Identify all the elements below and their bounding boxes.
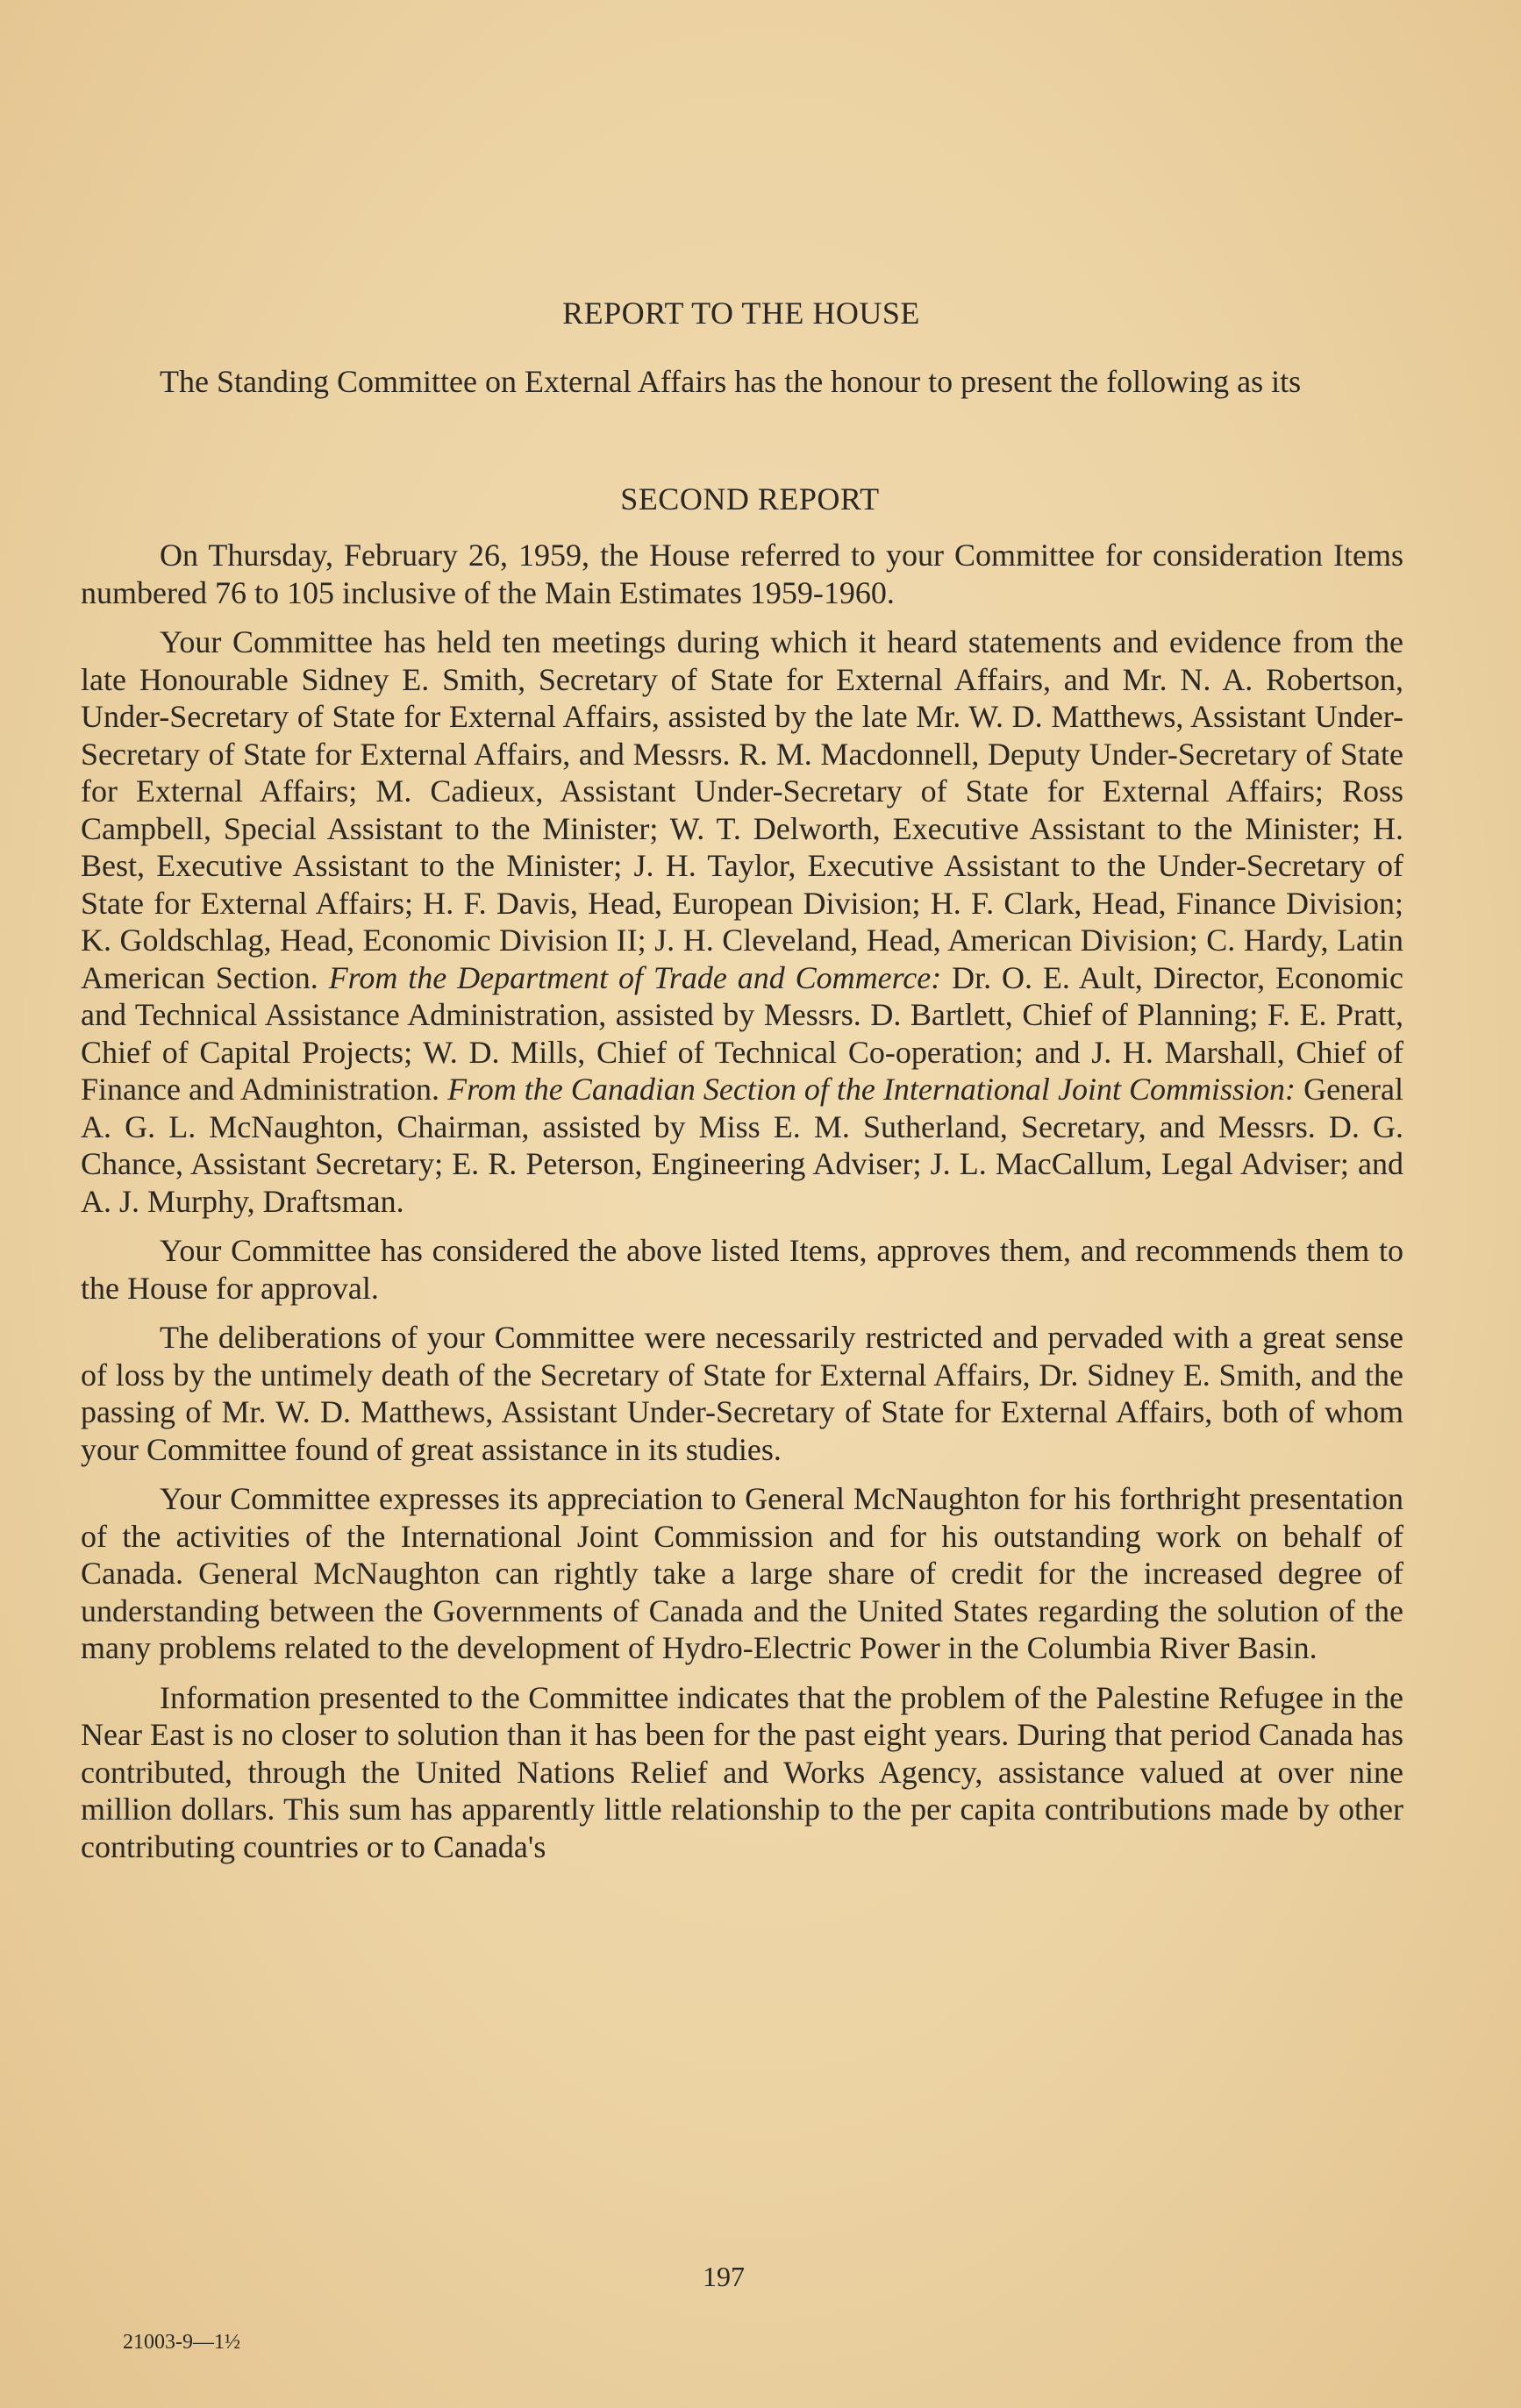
intro-paragraph [81, 363, 1403, 401]
witnesses-trade-commerce: Dr. O. E. Ault, Director, Economic and Technical Assistance Administration, assisted by Messrs. D. Bartlett, Chief of Planning; F. E. Pratt, Chief of Capital Projects; W. D. Mills, Chief of Technical Co-operation; and J. H. Marshall, Chief of Finance and Administration. [81, 959, 1403, 1107]
paragraph-deliberations: The deliberations of your Committee were necessarily restricted and pervaded with a great sense of loss by the untimely death of the Secretary of State for External Affairs, Dr. Sidney E. Smith, and the passing of Mr. W. D. Matthews, Assistant Under-Secretary of State for External Affairs, both of whom your Committee found of great assistance in its studies. [81, 1320, 1403, 1467]
second-report-heading: SECOND REPORT [620, 481, 880, 517]
paragraph-reference: On Thursday, February 26, 1959, the House referred to your Committee for consideration Items numbered 76 to 105 inclusive of the Main Estimates 1959-1960. [81, 538, 1403, 610]
report-body [81, 537, 1403, 1865]
trade-commerce-heading: From the Department of Trade and Commerce: [328, 959, 942, 995]
page-number: 197 [703, 2261, 745, 2292]
witnesses-external-affairs: Your Committee has held ten meetings during which it heard statements and evidence from the late Honourable Sidney E. Smith, Secretary of State for External Affairs, and Mr. N. A. Robertson, Under-Secretary of State for External Affairs, assisted by the late Mr. W. D. Matthews, Assistant Under-Secretary of State for External Affairs, and Messrs. R. M. Macdonnell, Deputy Under-Secretary of State for External Affairs; M. Cadieux, Assistant Under-Secretary of State for External Affairs; Ross Campbell, Special Assistant to the Minister; W. T. Delworth, Executive Assistant to the Minister; H. Best, Executive Assistant to the Minister; J. H. Taylor, Executive Assistant to the Under-Secretary of State for External Affairs; H. F. Davis, Head, European Division; H. F. Clark, Head, Finance Division; K. Goldschlag, Head, Economic Division II; J. H. Cleveland, Head, American Division; C. Hardy, Latin American Section. [81, 624, 1403, 995]
paragraph-witnesses [81, 623, 1403, 1220]
ijc-heading: From the Canadian Section of the International Joint Commission: [447, 1072, 1296, 1107]
paragraph-palestine: Information presented to the Committee indicates that the problem of the Palestine Refugee in the Near East is no closer to solution than it has been for the past eight years. During that period Canada has contributed, through the United Nations Relief and Works Agency, assistance valued at over nine million dollars. This sum has apparently little relationship to the per capita contributions made by other contributing countries or to Canada's [81, 1679, 1403, 1864]
print-code: 21003-9—1½ [123, 2331, 240, 2354]
intro-text: The Standing Committee on External Affairs has the honour to present the following as its [160, 364, 1302, 399]
report-heading: REPORT TO THE HOUSE [562, 296, 920, 331]
witnesses-ijc: General A. G. L. McNaughton, Chairman, assisted by Miss E. M. Sutherland, Secretary, and Messrs. D. G. Chance, Assistant Secretary; E. R. Peterson, Engineering Adviser; J. L. MacCallum, Legal Adviser; and A. J. Murphy, Draftsman. [81, 1072, 1404, 1219]
paragraph-mcnaughton: Your Committee expresses its appreciation to General McNaughton for his forthright presentation of the activities of the International Joint Commission and for his outstanding work on behalf of Canada. General McNaughton can rightly take a large share of credit for the increased degree of understanding between the Governments of Canada and the United States regarding the solution of the many problems related to the development of Hydro-Electric Power in the Columbia River Basin. [81, 1481, 1403, 1665]
paragraph-approval: Your Committee has considered the above listed Items, approves them, and recommends them to the House for approval. [81, 1233, 1403, 1306]
